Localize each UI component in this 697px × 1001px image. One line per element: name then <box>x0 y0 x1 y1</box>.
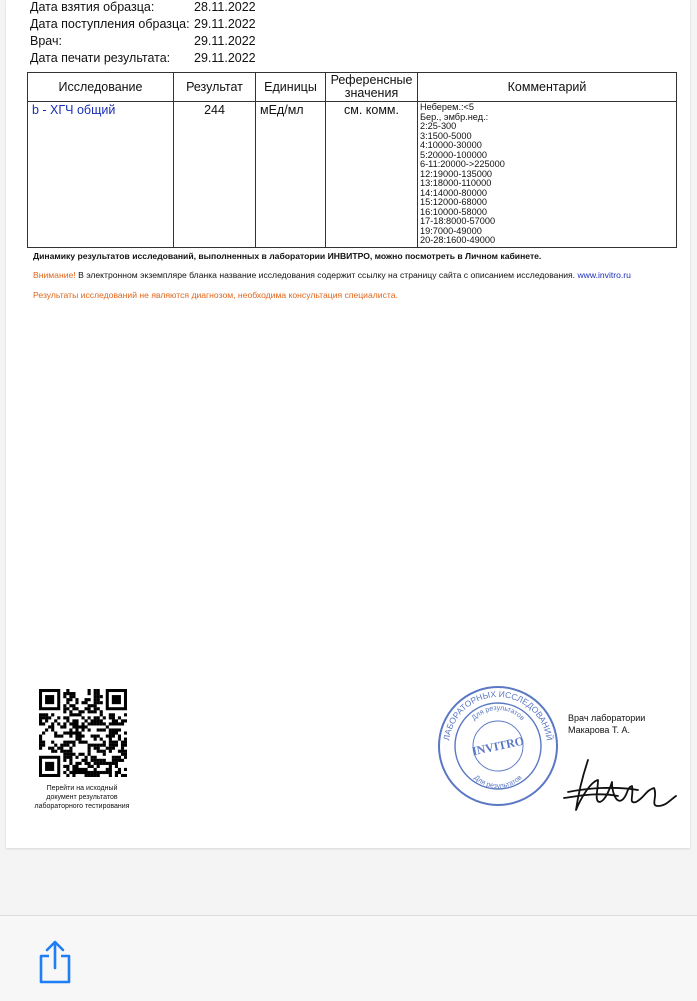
header-test: Исследование <box>28 73 174 102</box>
comment-line: 15:12000-68000 <box>420 197 487 207</box>
comment-line: 3:1500-5000 <box>420 130 472 141</box>
meta-received-label: Дата поступления образца: <box>30 17 190 31</box>
meta-taken-label: Дата взятия образца: <box>30 0 155 14</box>
doctor-name: Макарова Т. А. <box>568 725 630 735</box>
qr-caption-line: Перейти на исходный <box>46 785 118 792</box>
comment-line: 14:14000-80000 <box>420 187 487 198</box>
meta-doctor-value: 29.11.2022 <box>194 34 256 48</box>
test-result: 244 <box>174 102 256 248</box>
comment-line: 5:20000-100000 <box>420 149 487 160</box>
test-name-link[interactable]: b - ХГЧ общий <box>28 102 174 248</box>
attention-label: Внимание! <box>33 270 76 280</box>
meta-printed-label: Дата печати результата: <box>30 51 171 65</box>
attention-note <box>33 270 631 280</box>
stamp-logo-text: INVITRO <box>470 733 526 759</box>
test-reference: см. комм. <box>326 102 418 248</box>
stamp-inner-top-text: Для результатов <box>470 704 526 722</box>
doctor-signature <box>558 752 682 816</box>
comment-line: 4:10000-30000 <box>420 140 482 150</box>
invitro-stamp <box>436 684 560 808</box>
attention-text: В электронном экземпляре бланка название исследования содержит ссылку на страницу сайта с описанием исследования. <box>75 270 576 280</box>
comment-line: 19:7000-49000 <box>420 225 482 236</box>
doctor-title: Врач лаборатории <box>568 713 646 723</box>
comment-line: 13:18000-110000 <box>420 178 492 188</box>
comment-line: 6-11:20000->225000 <box>420 159 505 169</box>
results-header-row <box>28 73 677 102</box>
test-comment <box>418 102 677 248</box>
meta-printed-value: 29.11.2022 <box>194 51 256 65</box>
qr-caption-line: документ результатов <box>46 794 118 801</box>
invitro-link[interactable]: www.invitro.ru <box>577 270 631 280</box>
test-units: мЕд/мл <box>256 102 326 248</box>
qr-code[interactable] <box>39 689 127 777</box>
qr-caption <box>28 784 136 811</box>
meta-taken-value: 28.11.2022 <box>194 0 256 14</box>
share-icon[interactable] <box>37 940 73 984</box>
header-units: Единицы <box>256 73 326 102</box>
comment-line: 16:10000-58000 <box>420 206 487 217</box>
comment-line: 12:19000-135000 <box>420 168 493 179</box>
bottom-toolbar <box>0 915 697 1001</box>
comment-line: 17-18:8000-57000 <box>420 216 496 226</box>
table-row <box>28 102 677 248</box>
header-comment: Комментарий <box>418 73 677 102</box>
meta-doctor-label: Врач: <box>30 34 62 48</box>
meta-received-value: 29.11.2022 <box>194 17 256 31</box>
result-sheet <box>6 0 690 848</box>
comment-line: Бер., эмбр.нед.: <box>420 111 489 122</box>
comment-line: 2:25-300 <box>420 121 457 131</box>
results-table <box>27 72 677 248</box>
dynamics-note: Динамику результатов исследований, выполненных в лаборатории ИНВИТРО, можно посмотреть в Личном кабинете. <box>33 251 542 261</box>
qr-caption-line: лабораторного тестирования <box>34 803 130 810</box>
stamp-inner-bottom-text: Для результатов <box>472 774 524 791</box>
comment-line: Неберем.:<5 <box>420 102 475 112</box>
header-reference: Референсные значения <box>326 73 418 102</box>
comment-line: 20-28:1600-49000 <box>420 235 496 245</box>
stamp-ring-text: ЛАБОРАТОРНЫХ ИССЛЕДОВАНИЙ <box>441 688 555 742</box>
doctor-block <box>568 712 645 736</box>
disclaimer-note: Результаты исследований не являются диагнозом, необходима консультация специалиста. <box>33 290 398 300</box>
header-result: Результат <box>174 73 256 102</box>
